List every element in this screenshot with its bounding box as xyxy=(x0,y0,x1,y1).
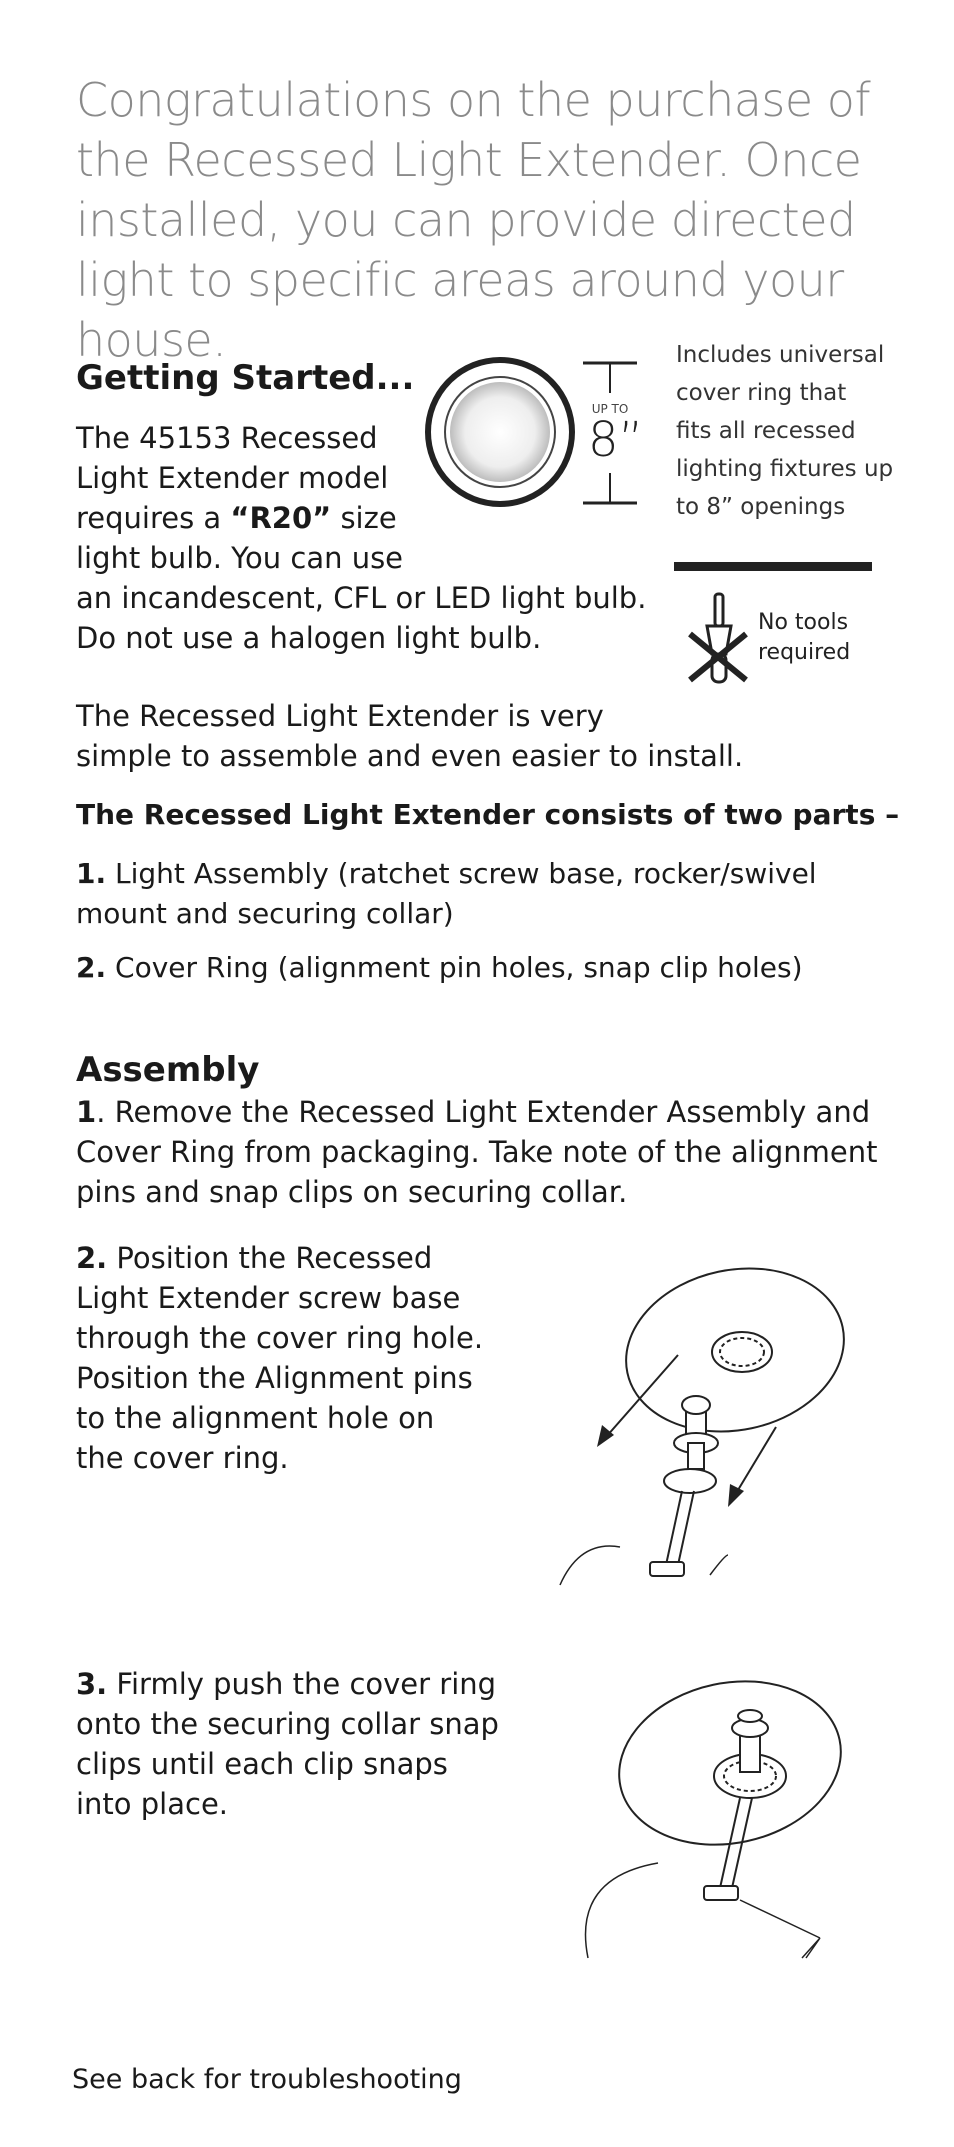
para1-line: Light Extender model xyxy=(76,461,389,495)
ring-size-label: 8” xyxy=(588,412,644,468)
para1-line: Do not use a halogen light bulb. xyxy=(76,621,542,655)
footer-note: See back for troubleshooting xyxy=(72,2064,462,2095)
ring-up-to-label: UP TO xyxy=(591,402,629,416)
para1-line: light bulb. You can use xyxy=(76,541,404,575)
para1-line: The 45153 Recessed xyxy=(76,421,378,455)
no-tools-icon xyxy=(686,592,756,692)
parts-heading: The Recessed Light Extender consists of two parts – xyxy=(76,798,900,831)
step-3-illustration xyxy=(580,1658,860,1958)
no-tools-note: No tools required xyxy=(758,610,851,665)
simple-assembly-paragraph: The Recessed Light Extender is very simple to assemble and even easier to install. xyxy=(76,699,744,773)
parts-list-item: 1. Light Assembly (ratchet screw base, rocker/swivel mount and securing collar) xyxy=(76,857,817,930)
step-2-illustration xyxy=(550,1255,860,1590)
assembly-step-3: 3. Firmly push the cover ring onto the securing collar snap clips until each clip snaps into place. xyxy=(76,1667,499,1821)
bulb-icon xyxy=(450,382,550,482)
ring-note: Includes universal cover ring that fits all recessed lighting fixtures up to 8” openings xyxy=(676,342,894,520)
intro-text: Congratulations on the purchase of the Recessed Light Extender. Once installed, you can provide directed light to specific areas around your house. xyxy=(76,73,871,367)
assembly-step-1: 1. Remove the Recessed Light Extender Assembly and Cover Ring from packaging. Take note of the alignment pins and snap clips on securing collar. xyxy=(76,1095,878,1209)
para1-line: requires a “R20” size xyxy=(76,501,397,535)
bulb-type: “R20” xyxy=(230,501,332,535)
parts-list-item: 2. Cover Ring (alignment pin holes, snap clip holes) xyxy=(76,951,803,984)
para1-line: an incandescent, CFL or LED light bulb. xyxy=(76,581,647,615)
assembly-heading: Assembly xyxy=(76,1050,260,1090)
divider-bar xyxy=(674,562,872,571)
getting-started-heading: Getting Started... xyxy=(76,358,415,398)
assembly-step-2: 2. Position the Recessed Light Extender screw base through the cover ring hole. Position the Alignment pins to the alignment hole on the cover ring. xyxy=(76,1241,484,1475)
